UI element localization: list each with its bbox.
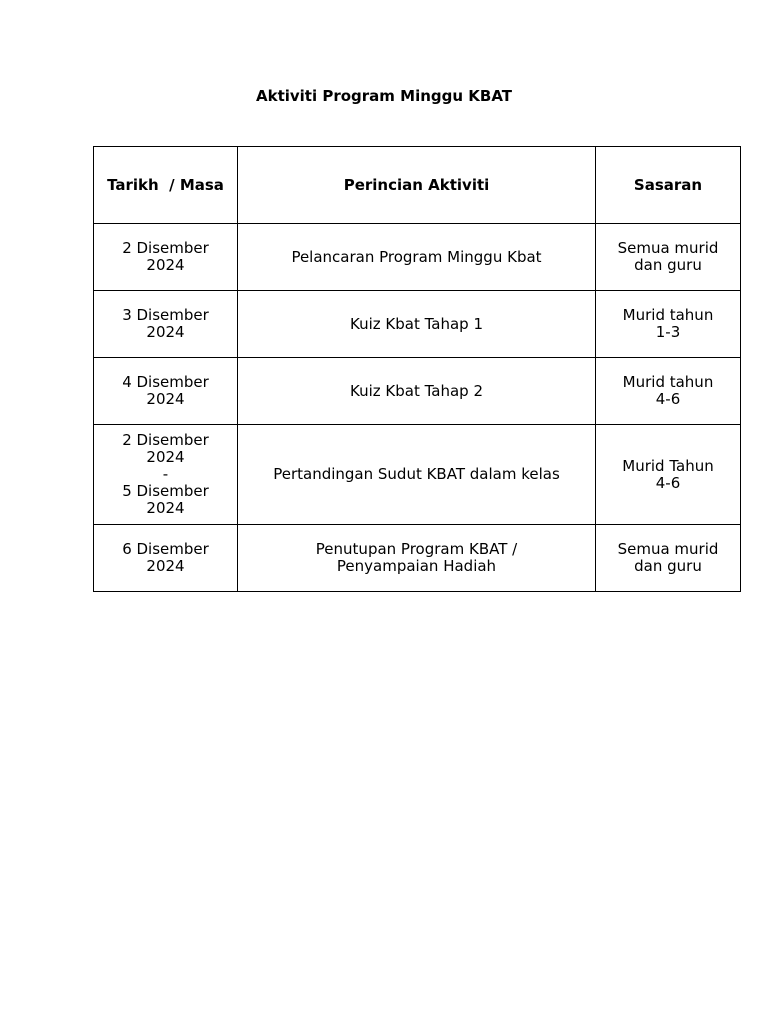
cell-text: dan guru xyxy=(634,557,702,575)
cell-target xyxy=(596,358,741,425)
table-row xyxy=(94,425,741,525)
cell-date xyxy=(94,358,238,425)
cell-text: Murid tahun xyxy=(622,373,714,391)
table-header-row xyxy=(94,147,741,224)
table-row xyxy=(94,525,741,592)
cell-date xyxy=(94,224,238,291)
cell-target xyxy=(596,425,741,525)
cell-text: Murid Tahun xyxy=(622,456,714,475)
cell-text: 3 Disember xyxy=(122,306,209,324)
cell-text: 2024 xyxy=(146,256,185,274)
table-row xyxy=(94,358,741,425)
table-row xyxy=(94,224,741,291)
cell-text: 2024 xyxy=(146,448,185,466)
activity-table xyxy=(93,146,741,592)
page-title: Aktiviti Program Minggu KBAT xyxy=(255,87,512,105)
cell-detail xyxy=(238,224,596,291)
cell-text: - xyxy=(162,465,169,483)
cell-text: dan guru xyxy=(634,256,702,274)
cell-target xyxy=(596,291,741,358)
cell-text: 2024 xyxy=(146,390,185,408)
cell-text: Semua murid xyxy=(617,239,719,257)
cell-text: Pelancaran Program Minggu Kbat xyxy=(291,247,542,266)
cell-text: 4-6 xyxy=(655,473,681,492)
cell-date xyxy=(94,291,238,358)
cell-text: 4 Disember xyxy=(122,373,209,391)
cell-text: 2024 xyxy=(146,557,185,575)
cell-text: 2024 xyxy=(146,499,185,517)
cell-text: 6 Disember xyxy=(122,540,209,558)
cell-text: 2 Disember xyxy=(122,239,209,257)
cell-target xyxy=(596,525,741,592)
cell-detail xyxy=(238,358,596,425)
cell-text: 1-3 xyxy=(655,323,681,341)
cell-detail xyxy=(238,525,596,592)
cell-detail xyxy=(238,425,596,525)
cell-text: Penutupan Program KBAT / xyxy=(315,540,518,558)
cell-text: Pertandingan Sudut KBAT dalam kelas xyxy=(273,465,560,483)
cell-text: Semua murid xyxy=(617,540,719,558)
cell-detail xyxy=(238,291,596,358)
header-target: Sasaran xyxy=(596,147,741,224)
cell-text: Murid tahun xyxy=(622,306,714,324)
table-row xyxy=(94,291,741,358)
cell-date xyxy=(94,525,238,592)
cell-text: Penyampaian Hadiah xyxy=(336,557,497,575)
cell-target xyxy=(596,224,741,291)
cell-text: 5 Disember xyxy=(122,482,209,500)
cell-text: Kuiz Kbat Tahap 2 xyxy=(349,381,483,400)
cell-text: 2024 xyxy=(146,323,185,341)
cell-date xyxy=(94,425,238,525)
header-date: Tarikh / Masa xyxy=(94,147,238,224)
cell-text: 2 Disember xyxy=(122,431,209,449)
cell-text: 4-6 xyxy=(655,390,681,408)
header-detail: Perincian Aktiviti xyxy=(238,147,596,224)
cell-text: Kuiz Kbat Tahap 1 xyxy=(349,314,483,333)
